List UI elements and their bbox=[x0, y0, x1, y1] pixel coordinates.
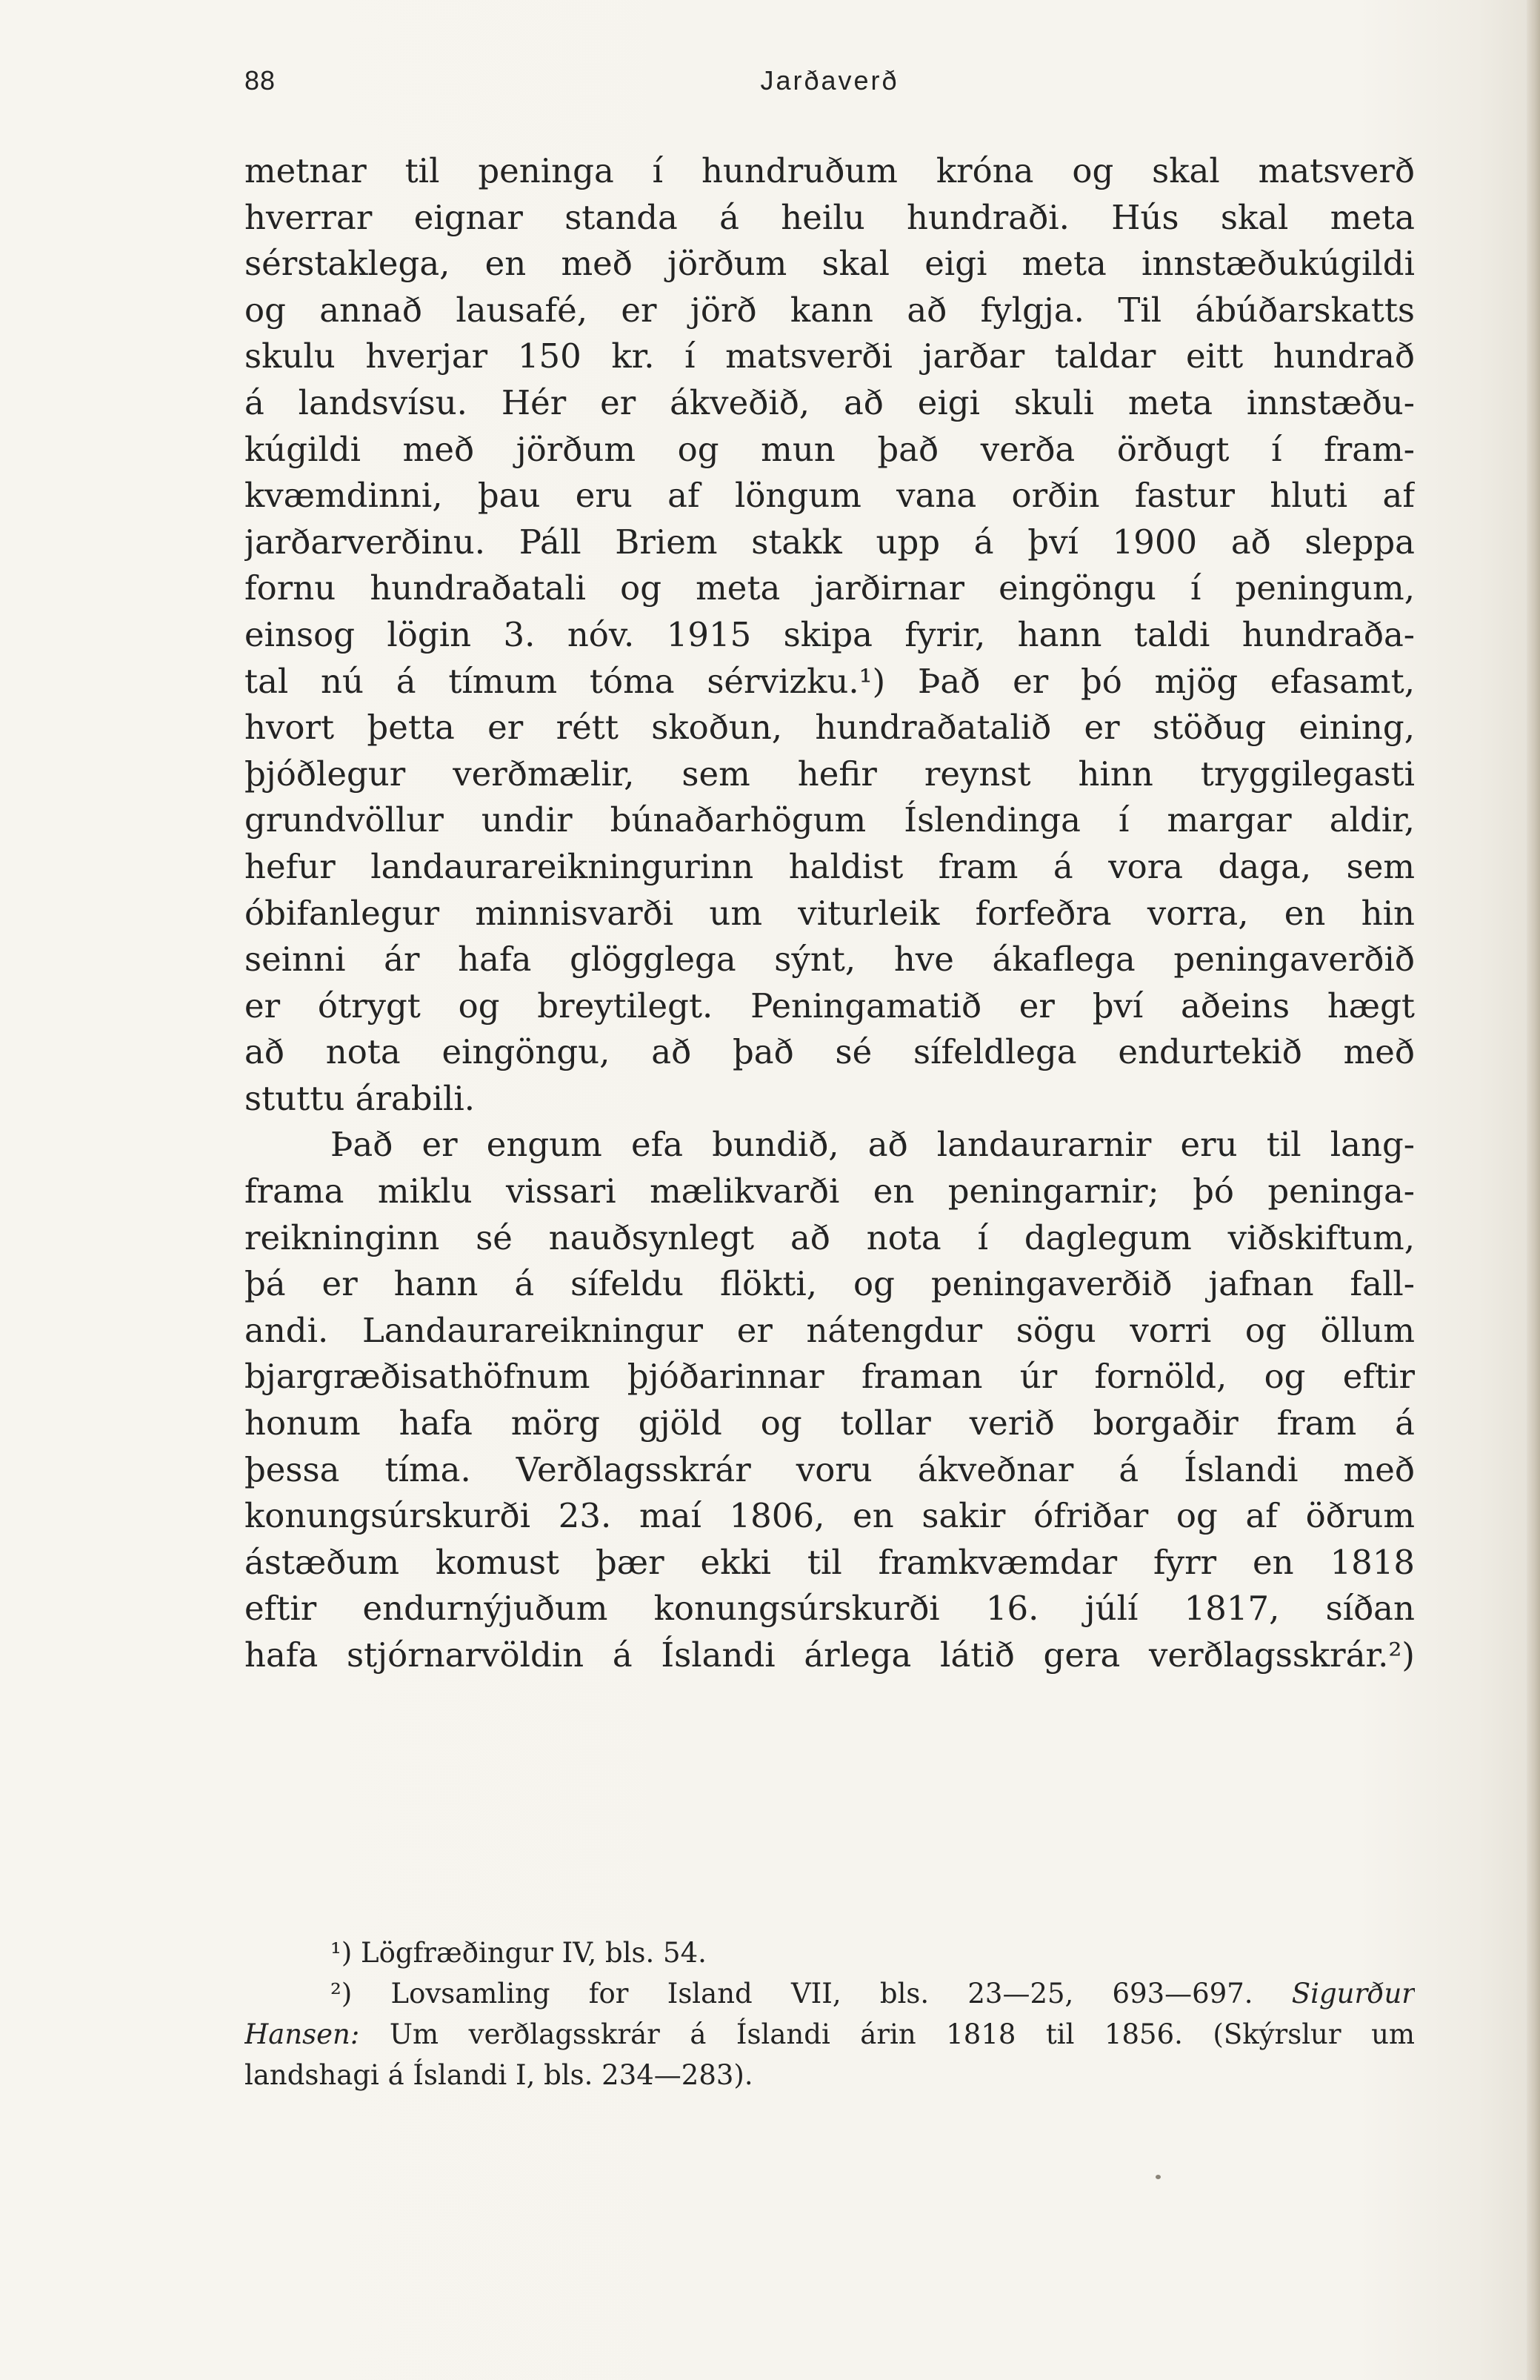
footnote-text: Um verðlagsskrár á Íslandi árin 1818 til 1856. (Skýrslur um bbox=[389, 2018, 1415, 2050]
text-line: hafa stjórnarvöldin á Íslandi árlega látið gera verðlagsskrár.²) bbox=[244, 1635, 1415, 1675]
paper-speck bbox=[1156, 2175, 1161, 2179]
text-line: metnar til peninga í hundruðum króna og skal matsverð bbox=[244, 151, 1415, 190]
text-line: reikninginn sé nauðsynlegt að nota í daglegum viðskiftum, bbox=[244, 1217, 1415, 1257]
text-line: andi. Landaurareikningur er nátengdur sögu vorri og öllum bbox=[244, 1310, 1415, 1350]
text-line: þjóðlegur verðmælir, sem hefir reynst hinn tryggilegasti bbox=[244, 754, 1415, 794]
text-line: kúgildi með jörðum og mun það verða örðugt í fram- bbox=[244, 429, 1415, 469]
page-number: 88 bbox=[244, 65, 276, 96]
text-line: bjargræðisathöfnum þjóðarinnar framan úr fornöld, og eftir bbox=[244, 1357, 1415, 1397]
footnote-marker: ¹) bbox=[330, 1937, 353, 1969]
footnote-text: Lögfræðingur IV, bls. 54. bbox=[361, 1937, 707, 1969]
text-line: Það er engum efa bundið, að landaurarnir eru til lang- bbox=[330, 1125, 1415, 1165]
text-line: hverrar eignar standa á heilu hundraði. Hús skal meta bbox=[244, 197, 1415, 237]
text-line: honum hafa mörg gjöld og tollar verið borgaðir fram á bbox=[244, 1403, 1415, 1443]
text-line: stuttu árabili. bbox=[244, 1078, 476, 1118]
footnote-1 bbox=[244, 1932, 1415, 1973]
text-line: einsog lögin 3. nóv. 1915 skipa fyrir, hann taldi hundraða- bbox=[244, 614, 1415, 654]
footnote-text: Lovsamling for Island VII, bls. 23—25, 693—697. bbox=[390, 1978, 1253, 2010]
running-head: Jarðaverð bbox=[760, 65, 899, 96]
text-line: sérstaklega, en með jörðum skal eigi meta innstæðukúgildi bbox=[244, 244, 1415, 284]
text-line: jarðarverðinu. Páll Briem stakk upp á því 1900 að sleppa bbox=[244, 522, 1415, 562]
text-line: kvæmdinni, þau eru af löngum vana orðin fastur hluti af bbox=[244, 476, 1415, 516]
body-text bbox=[244, 148, 1415, 1679]
text-line: hvort þetta er rétt skoðun, hundraðatalið er stöðug eining, bbox=[244, 708, 1415, 748]
footnote-2-line: landshagi á Íslandi I, bls. 234—283). bbox=[244, 2059, 753, 2091]
text-line: að nota eingöngu, að það sé sífeldlega endurtekið með bbox=[244, 1032, 1415, 1072]
text-line: ástæðum komust þær ekki til framkvæmdar fyrr en 1818 bbox=[244, 1542, 1415, 1582]
text-line: seinni ár hafa glögglega sýnt, hve ákaflega peningaverðið bbox=[244, 940, 1415, 980]
page-edge-shadow bbox=[1527, 0, 1540, 2380]
text-line: og annað lausafé, er jörð kann að fylgja. Til ábúðarskatts bbox=[244, 290, 1415, 330]
page-header bbox=[244, 65, 1415, 110]
footnote-marker: ²) bbox=[330, 1978, 353, 2010]
text-line: á landsvísu. Hér er ákveðið, að eigi skuli meta innstæðu- bbox=[244, 382, 1415, 422]
text-line: er ótrygt og breytilegt. Peningamatið er því aðeins hægt bbox=[244, 985, 1415, 1026]
text-line: fornu hundraðatali og meta jarðirnar eingöngu í peningum, bbox=[244, 568, 1415, 608]
footnote-author: Hansen: bbox=[244, 2018, 360, 2050]
footnote-2-line bbox=[244, 2014, 1415, 2055]
text-line: óbifanlegur minnisvarði um viturleik forfeðra vorra, en hin bbox=[244, 893, 1415, 933]
footnote-2 bbox=[244, 1973, 1415, 2014]
text-line: tal nú á tímum tóma sérvizku.¹) Það er þó mjög efasamt, bbox=[244, 661, 1415, 701]
text-line: frama miklu vissari mælikvarði en peningarnir; þó peninga- bbox=[244, 1171, 1415, 1211]
footnote-author: Sigurður bbox=[1291, 1978, 1415, 2010]
footnotes bbox=[244, 1932, 1415, 2095]
text-line: grundvöllur undir búnaðarhögum Íslendinga í margar aldir, bbox=[244, 800, 1415, 840]
text-line: þá er hann á sífeldu flökti, og peningaverðið jafnan fall- bbox=[244, 1264, 1415, 1304]
text-line: hefur landaurareikningurinn haldist fram á vora daga, sem bbox=[244, 846, 1415, 886]
text-line: eftir endurnýjuðum konungsúrskurði 16. júlí 1817, síðan bbox=[244, 1589, 1415, 1629]
text-line: skulu hverjar 150 kr. í matsverði jarðar taldar eitt hundrað bbox=[244, 336, 1415, 376]
text-line: þessa tíma. Verðlagsskrár voru ákveðnar á Íslandi með bbox=[244, 1449, 1415, 1489]
text-line: konungsúrskurði 23. maí 1806, en sakir ófriðar og af öðrum bbox=[244, 1496, 1415, 1536]
